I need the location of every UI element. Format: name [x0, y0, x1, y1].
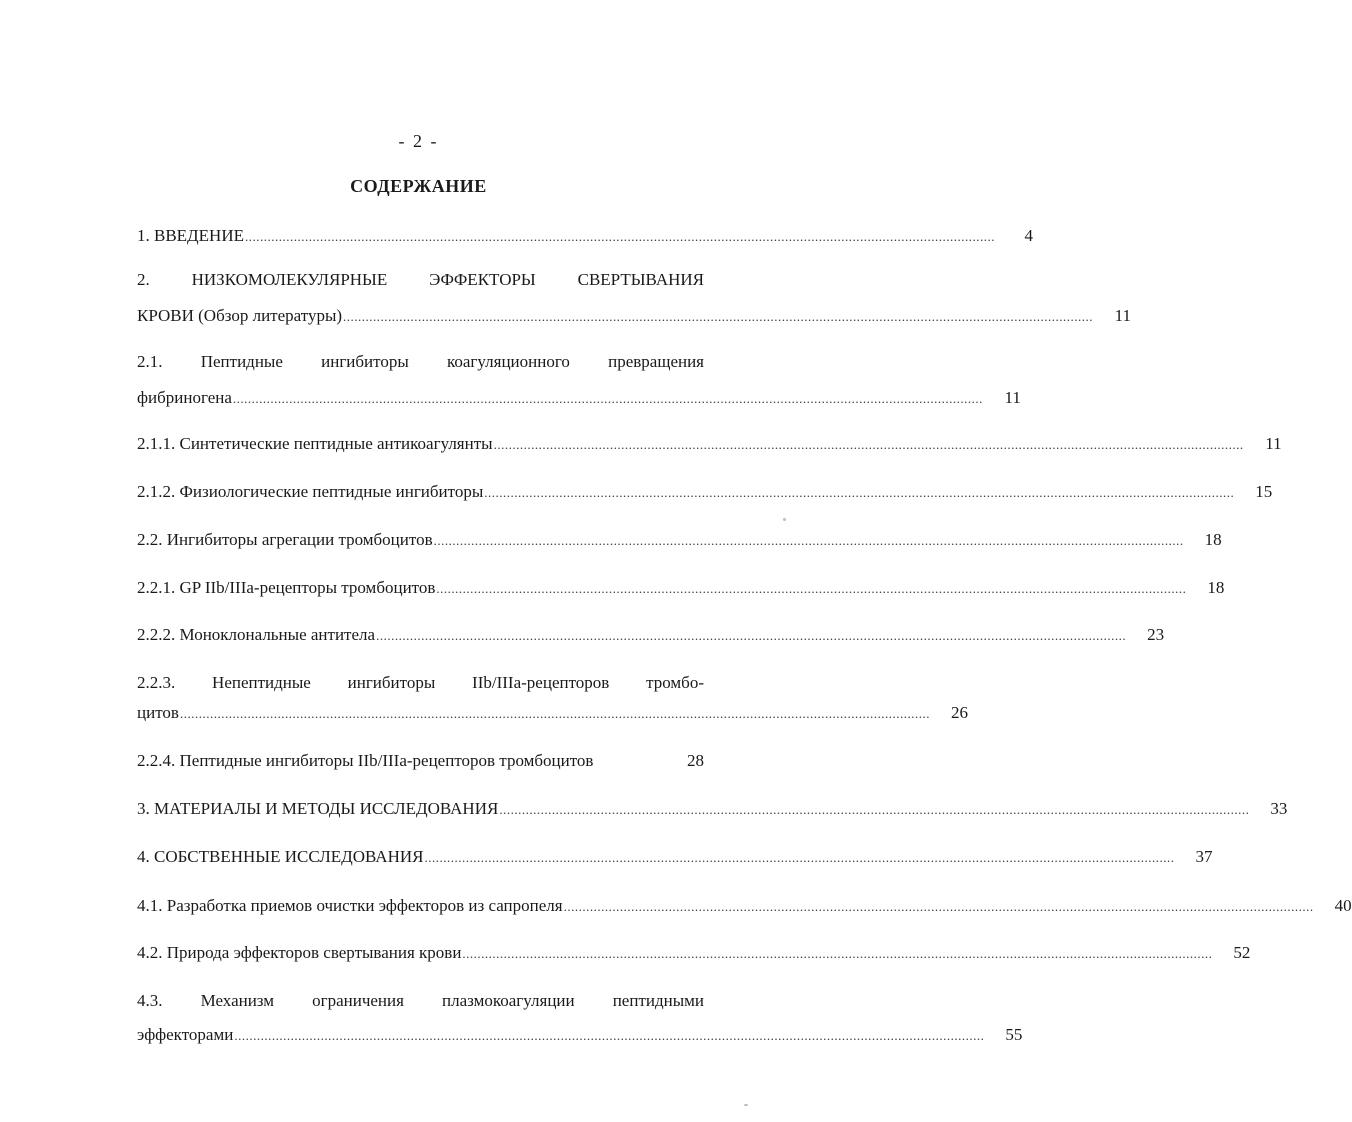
toc-entry-2-1-1[interactable]: [137, 432, 1282, 456]
toc-entry-page: 40: [1334, 896, 1352, 915]
dot-leader: ........................................................................................................................................................................................................: [493, 437, 1244, 452]
toc-entry-page: 11: [1004, 388, 1021, 407]
toc-entry-text: 2.2.1. GP IIb/IIIa-рецепторы тромбоцитов: [137, 578, 436, 597]
toc-entry-text: 3. МАТЕРИАЛЫ И МЕТОДЫ ИССЛЕДОВАНИЯ: [137, 799, 499, 818]
toc-entry-page: 55: [1005, 1025, 1023, 1044]
toc-entry-text: 2.1.1. Синтетические пептидные антикоагулянты: [137, 434, 493, 453]
dot-leader: ........................................................................................................................................................................................................: [436, 581, 1187, 596]
toc-entry-2[interactable]: [137, 268, 1132, 328]
toc-entry-2-2[interactable]: [137, 528, 1222, 552]
toc-entry-text-line1: 2. НИЗКОМОЛЕКУЛЯРНЫЕ ЭФФЕКТОРЫ СВЕРТЫВАНИЯ: [137, 270, 704, 289]
toc-entry-text: 2.1.2. Физиологические пептидные ингибиторы: [137, 482, 484, 501]
toc-entry-2-2-3[interactable]: [137, 671, 968, 725]
dot-leader: ........................................................................................................................................................................................................: [462, 946, 1213, 961]
dot-leader: ........................................................................................................................................................................................................: [234, 1028, 985, 1043]
page-number: - 2 -: [398, 131, 439, 151]
toc-entry-2-2-2[interactable]: [137, 623, 1165, 647]
toc-entry-1[interactable]: [137, 224, 1033, 248]
dot-leader: ........................................................................................................................................................................................................: [376, 628, 1127, 643]
toc-entry-text-line1: 2.2.3. Непептидные ингибиторы IIb/IIIa-рецепторов тромбо-: [137, 673, 704, 692]
toc-entry-text-line2: КРОВИ (Обзор литературы): [137, 306, 343, 325]
toc-entry-2-2-1[interactable]: [137, 576, 1225, 600]
toc-entry-text-line1: 2.1. Пептидные ингибиторы коагуляционного превращения: [137, 352, 704, 371]
toc-entry-4[interactable]: [137, 845, 1213, 869]
toc-entry-text: 2.2.4. Пептидные ингибиторы IIb/IIIa-рецепторов тромбоцитов: [137, 751, 594, 770]
dot-leader: ........................................................................................................................................................................................................: [484, 485, 1235, 500]
toc-entry-4-3[interactable]: [137, 989, 1023, 1047]
toc-entry-page: 18: [1204, 530, 1222, 549]
dot-leader: ........................................................................................................................................................................................................: [179, 706, 930, 721]
toc-entry-page: 52: [1233, 943, 1251, 962]
toc-entry-page: 18: [1207, 578, 1225, 597]
toc-entry-text: 1. ВВЕДЕНИЕ: [137, 226, 244, 245]
scan-speck: [744, 1104, 748, 1106]
toc-entry-page: 15: [1255, 482, 1273, 501]
toc-entry-3[interactable]: [137, 797, 1288, 821]
dot-leader: ........................................................................................................................................................................................................: [424, 850, 1175, 865]
dot-leader: ........................................................................................................................................................................................................: [499, 802, 1250, 817]
toc-entry-text: 2.2. Ингибиторы агрегации тромбоцитов: [137, 530, 433, 549]
toc-entry-text-line2: цитов: [137, 703, 179, 722]
toc-entry-page: 33: [1270, 799, 1288, 818]
toc-entry-page: 37: [1195, 847, 1213, 866]
toc-entry-page: 26: [950, 703, 968, 722]
toc-entry-4-1[interactable]: [137, 894, 1352, 918]
dot-leader: ........................................................................................................................................................................................................: [244, 229, 995, 244]
toc-entry-page: 23: [1147, 625, 1165, 644]
scan-speck: [783, 518, 786, 521]
dot-leader: ........................................................................................................................................................................................................: [433, 533, 1184, 548]
toc-entry-text: 4.2. Природа эффекторов свертывания крови: [137, 943, 462, 962]
toc-entry-text-line2: эффекторами: [137, 1025, 234, 1044]
toc-entry-page: 11: [1265, 434, 1282, 453]
toc-entry-text: 2.2.2. Моноклональные антитела: [137, 625, 376, 644]
toc-entry-text: 4. СОБСТВЕННЫЕ ИССЛЕДОВАНИЯ: [137, 847, 424, 866]
toc-title: СОДЕРЖАНИЕ: [350, 176, 487, 196]
toc-entry-4-2[interactable]: [137, 941, 1251, 965]
toc-entry-text-line1: 4.3. Механизм ограничения плазмокоагуляции пептидными: [137, 991, 704, 1010]
toc-entry-2-1-2[interactable]: [137, 480, 1273, 504]
toc-entry-page: 11: [1114, 306, 1132, 325]
dot-leader: ........................................................................................................................................................................................................: [232, 391, 983, 406]
toc-entry-2-1[interactable]: [137, 350, 1021, 410]
dot-leader: ........................................................................................................................................................................................................: [343, 309, 1094, 324]
toc-entry-page: 4: [1024, 226, 1033, 245]
dot-leader: ........................................................................................................................................................................................................: [563, 899, 1314, 914]
toc-entry-text: 4.1. Разработка приемов очистки эффекторов из сапропеля: [137, 896, 563, 915]
toc-entry-text-line2: фибриногена: [137, 388, 232, 407]
toc-entry-page: 28: [687, 751, 704, 770]
toc-entry-2-2-4[interactable]: [137, 749, 704, 773]
